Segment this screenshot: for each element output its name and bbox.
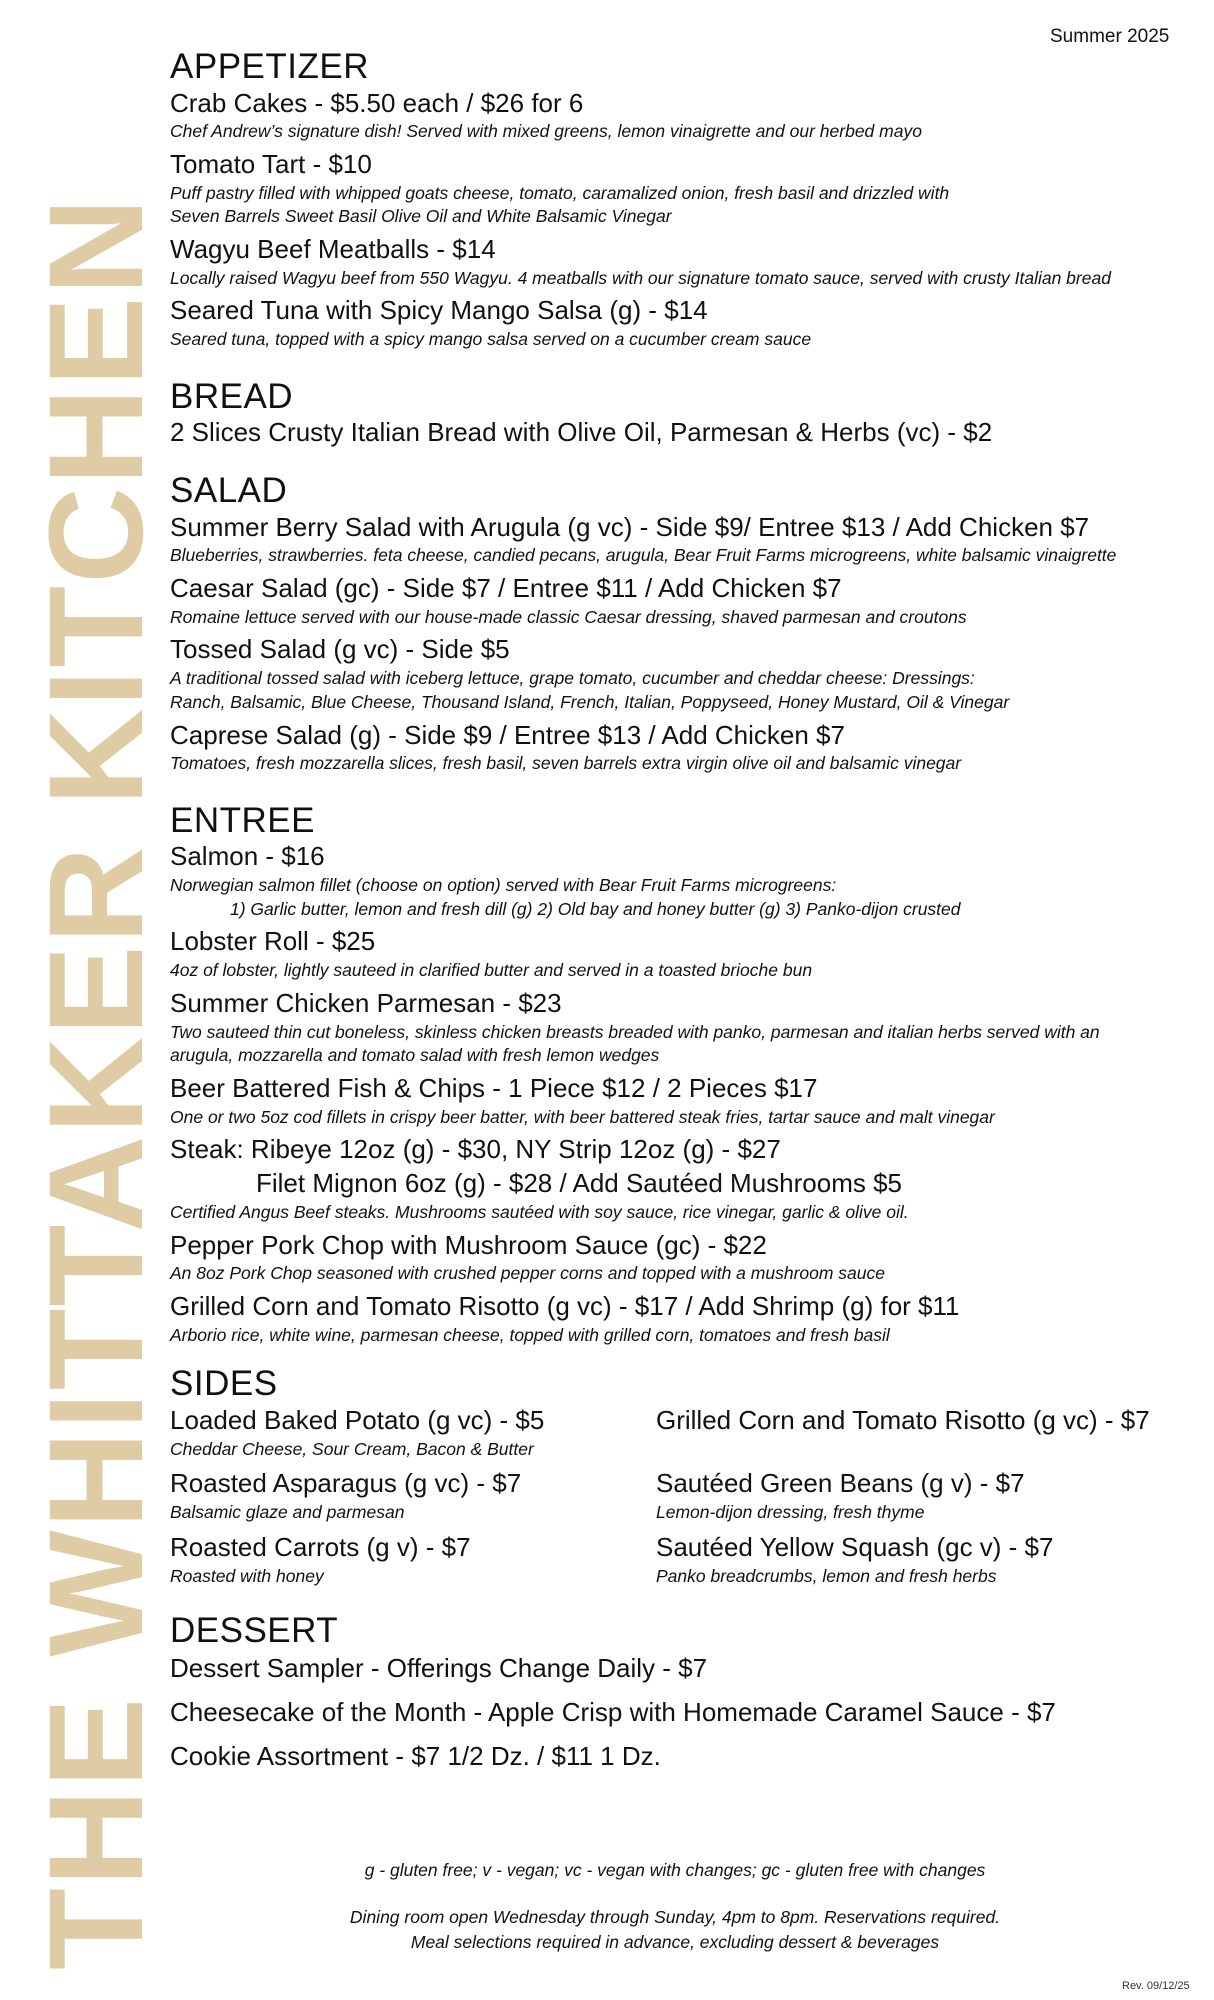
section-heading-appetizer: APPETIZER — [170, 47, 369, 86]
menu-item-name: Beer Battered Fish & Chips - 1 Piece $12 / 2 Pieces $17 — [170, 1072, 818, 1103]
menu-item-description: 4oz of lobster, lightly sauteed in clarified butter and served in a toasted brioche bun — [170, 960, 813, 981]
menu-item-description: Tomatoes, fresh mozzarella slices, fresh basil, seven barrels extra virgin olive oil and balsamic vinegar — [170, 753, 962, 774]
desc-line: arugula, mozzarella and tomato salad with fresh lemon wedges — [170, 1045, 660, 1066]
side-item-description: Lemon-dijon dressing, fresh thyme — [656, 1502, 925, 1523]
dietary-legend: g - gluten free; v - vegan; vc - vegan with changes; gc - gluten free with changes — [364, 1860, 986, 1880]
menu-item-description: Arborio rice, white wine, parmesan cheese, topped with grilled corn, tomatoes and fresh basil — [170, 1324, 890, 1345]
side-item-description: Cheddar Cheese, Sour Cream, Bacon & Butter — [170, 1438, 534, 1459]
side-item-name: Sautéed Green Beans (g v) - $7 — [656, 1468, 1025, 1499]
appetizer-section — [170, 48, 1180, 352]
side-item — [656, 1404, 1176, 1463]
side-item — [170, 1404, 656, 1463]
side-item — [170, 1467, 656, 1526]
menu-item-name: Wagyu Beef Meatballs - $14 — [170, 233, 496, 264]
menu-item-description — [170, 874, 1180, 921]
section-heading-sides: SIDES — [170, 1364, 278, 1404]
side-item — [656, 1531, 1176, 1590]
steak-line-1: Steak: Ribeye 12oz (g) - $30, NY Strip 12oz (g) - $27 — [170, 1134, 781, 1165]
entree-section — [170, 802, 1180, 1348]
menu-item-name: Summer Berry Salad with Arugula (g vc) - Side $9/ Entree $13 / Add Chicken $7 — [170, 511, 1090, 542]
menu-item-name: Summer Chicken Parmesan - $23 — [170, 987, 562, 1018]
desc-line: 1) Garlic butter, lemon and fresh dill (g) 2) Old bay and honey butter (g) 3) Panko-dijon crusted — [230, 898, 961, 919]
side-item-name: Loaded Baked Potato (g vc) - $5 — [170, 1404, 545, 1435]
hours-line: Meal selections required in advance, excluding dessert & beverages — [410, 1931, 940, 1952]
section-heading-salad: SALAD — [170, 471, 288, 511]
menu-item-description: Certified Angus Beef steaks. Mushrooms sautéed with soy sauce, rice vinegar, garlic & olive oil. — [170, 1201, 909, 1222]
menu-item-description: Locally raised Wagyu beef from 550 Wagyu. 4 meatballs with our signature tomato sauce, served with crusty Italian bread — [170, 267, 1111, 288]
side-item-name: Roasted Carrots (g v) - $7 — [170, 1531, 471, 1562]
salad-section — [170, 472, 1180, 776]
side-item-name: Roasted Asparagus (g vc) - $7 — [170, 1468, 522, 1499]
restaurant-name-vertical: THE WHITTAKER KITCHEN — [22, 196, 171, 1970]
dessert-item: Cookie Assortment - $7 1/2 Dz. / $11 1 Dz. — [170, 1740, 661, 1771]
side-item — [170, 1531, 656, 1590]
sides-grid — [170, 1404, 1180, 1594]
menu-item-description: One or two 5oz cod fillets in crispy beer batter, with beer battered steak fries, tartar sauce and malt vinegar — [170, 1106, 995, 1127]
menu-item-description — [170, 667, 1180, 714]
dessert-item: Dessert Sampler - Offerings Change Daily - $7 — [170, 1652, 708, 1683]
dining-hours-note — [170, 1905, 1180, 1954]
menu-item-name: Pepper Pork Chop with Mushroom Sauce (gc) - $22 — [170, 1229, 767, 1260]
revision-label: Rev. 09/12/25 — [1122, 1980, 1190, 1992]
menu-body — [170, 48, 1180, 1792]
hours-line: Dining room open Wednesday through Sunday, 4pm to 8pm. Reservations required. — [349, 1907, 1001, 1927]
menu-item-description: Blueberries, strawberries. feta cheese, candied pecans, arugula, Bear Fruit Farms microgreens, white balsamic vinaigrette — [170, 545, 1117, 566]
section-heading-entree: ENTREE — [170, 800, 315, 840]
menu-item-name: Caprese Salad (g) - Side $9 / Entree $13 / Add Chicken $7 — [170, 719, 845, 750]
menu-item-name: Salmon - $16 — [170, 841, 325, 872]
desc-line: A traditional tossed salad with iceberg lettuce, grape tomato, cucumber and cheddar cheese: Dressings: — [170, 668, 975, 689]
menu-item-name: Caesar Salad (gc) - Side $7 / Entree $11 / Add Chicken $7 — [170, 573, 842, 604]
desc-line: Two sauteed thin cut boneless, skinless chicken breasts breaded with panko, parmesan and italian herbs served with an — [170, 1021, 1100, 1042]
dessert-item: Cheesecake of the Month - Apple Crisp with Homemade Caramel Sauce - $7 — [170, 1696, 1056, 1727]
menu-item-description: An 8oz Pork Chop seasoned with crushed pepper corns and topped with a mushroom sauce — [170, 1263, 886, 1284]
dessert-section — [170, 1612, 1180, 1774]
season-label: Summer 2025 — [1050, 26, 1170, 47]
section-heading-bread: BREAD — [170, 376, 294, 416]
side-item-description: Balsamic glaze and parmesan — [170, 1502, 405, 1523]
side-item — [656, 1467, 1176, 1526]
desc-line: Puff pastry filled with whipped goats cheese, tomato, caramalized onion, fresh basil and drizzled with — [170, 182, 950, 203]
bread-section — [170, 378, 1180, 450]
section-heading-dessert: DESSERT — [170, 1611, 339, 1651]
side-item-description: Panko breadcrumbs, lemon and fresh herbs — [656, 1565, 997, 1586]
menu-item-name: Grilled Corn and Tomato Risotto (g vc) - $17 / Add Shrimp (g) for $11 — [170, 1291, 960, 1321]
menu-item-description — [170, 1021, 1180, 1068]
desc-line: Ranch, Balsamic, Blue Cheese, Thousand Island, French, Italian, Poppyseed, Honey Mustard, Oil & Vinegar — [170, 691, 1010, 712]
steak-line-2: Filet Mignon 6oz (g) - $28 / Add Sautéed Mushrooms $5 — [256, 1168, 903, 1199]
menu-item-description: Chef Andrew’s signature dish! Served with mixed greens, lemon vinaigrette and our herbed mayo — [170, 121, 922, 142]
menu-item-description: Romaine lettuce served with our house-made classic Caesar dressing, shaved parmesan and croutons — [170, 606, 967, 627]
menu-item-description — [170, 182, 1180, 229]
menu-item-name: 2 Slices Crusty Italian Bread with Olive Oil, Parmesan & Herbs (vc) - $2 — [170, 417, 993, 448]
menu-item-name: Crab Cakes - $5.50 each / $26 for 6 — [170, 87, 584, 118]
menu-item-name: Tossed Salad (g vc) - Side $5 — [170, 634, 510, 665]
desc-line: Seven Barrels Sweet Basil Olive Oil and White Balsamic Vinegar — [170, 206, 672, 227]
desc-line: Norwegian salmon fillet (choose on option) served with Bear Fruit Farms microgreens: — [170, 875, 837, 896]
menu-item-name: Lobster Roll - $25 — [170, 926, 376, 957]
menu-item-name: Tomato Tart - $10 — [170, 148, 372, 179]
menu-item-name — [170, 1133, 1180, 1201]
menu-item-description: Seared tuna, topped with a spicy mango salsa served on a cucumber cream sauce — [170, 329, 812, 350]
sides-section — [170, 1365, 1180, 1594]
side-item-name: Sautéed Yellow Squash (gc v) - $7 — [656, 1531, 1054, 1562]
menu-item-name: Seared Tuna with Spicy Mango Salsa (g) - $14 — [170, 295, 708, 326]
side-item-description: Roasted with honey — [170, 1565, 324, 1586]
side-item-name: Grilled Corn and Tomato Risotto (g vc) - $7 — [656, 1404, 1150, 1435]
